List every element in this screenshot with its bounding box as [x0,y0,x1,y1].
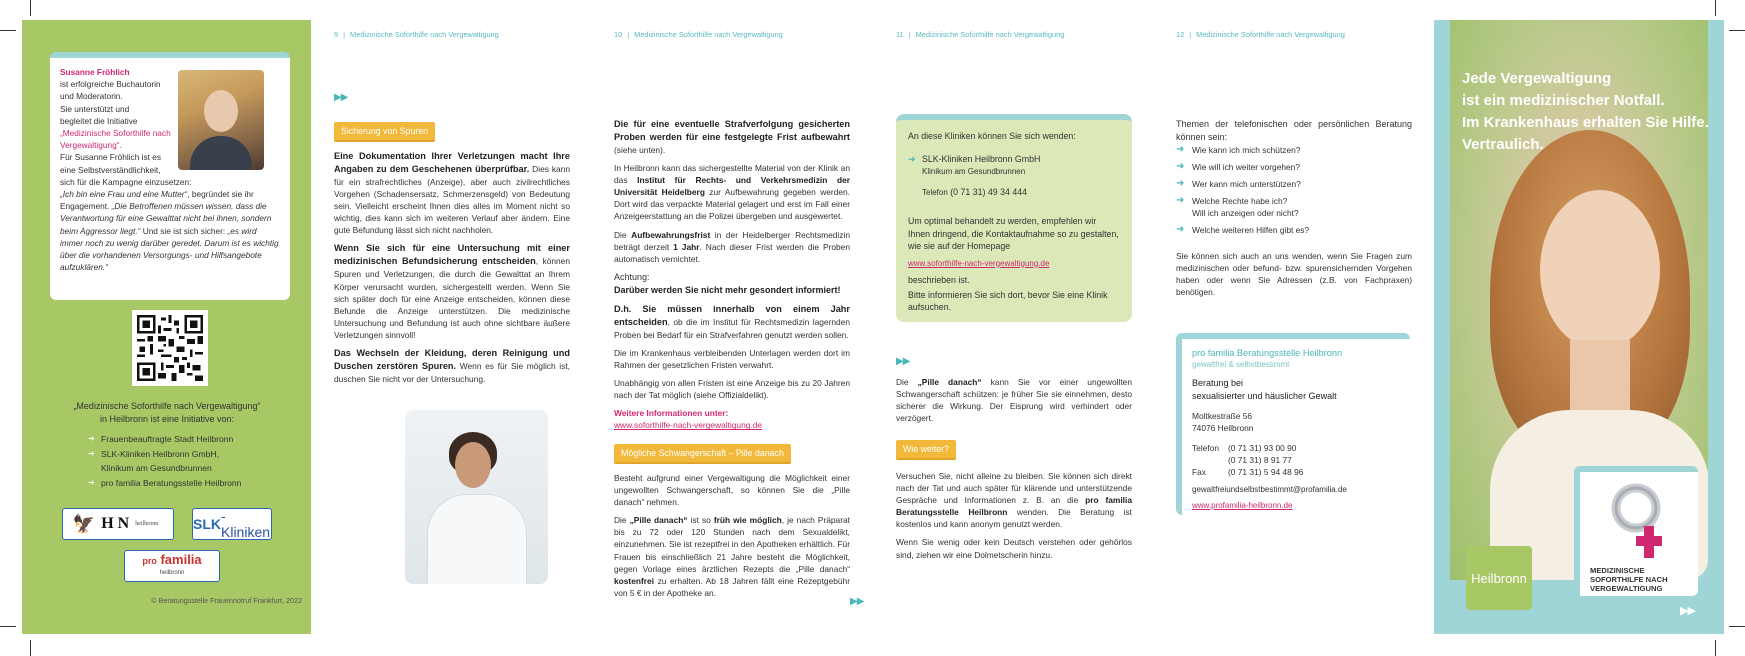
list-item-sub: Will ich anzeigen oder nicht? [1192,208,1299,218]
doctor-photo [405,410,548,584]
box-note: Bitte informieren Sie sich dort, bevor Sie eine Klinik aufsuchen. [908,289,1108,312]
crop-mark [30,0,31,16]
logo-text-line: MEDIZINISCHE [1590,566,1645,575]
box-title: pro familia Beratungsstelle Heilbronn [1192,348,1343,358]
email-address[interactable]: gewaltfreiundselbstbestimmt@profamilia.de [1192,485,1347,494]
copyright-notice: © Beratungsstelle Frauennotruf Frankfurt, 2022 [151,596,302,605]
qr-code-icon [137,315,203,381]
text-block [614,472,850,605]
running-title: Medizinische Soforthilfe nach Vergewaltigung [634,30,783,39]
bio-quote: „Ich bin eine Frau und eine Mutter“ [60,189,188,200]
bio-initiative: „Medizinische Soforthilfe nach Vergewaltigung“. [60,128,171,151]
cover-title-line: Vertraulich. [1462,136,1544,153]
double-arrow-icon: ▶▶ [896,356,910,367]
text-block [896,376,1132,430]
body-text: Dies kann für ein strafrechtliches (Anzeige), aber auch zivilrechtliches Vorgehen (Schadensersatz, Schmerzensgeld) von Bedeutung sein. Vielleicht erscheint Ihnen dies alles im Moment nicht so wichtig, dies kann sich im weiteren Verlauf aber ändern. Eine gute Befundung lässt sich nicht nachholen. [334,164,570,236]
emphasis-text: kostenfrei [614,575,655,586]
crop-mark [30,640,31,656]
logo-slk-text: SLK [193,516,221,532]
body-text: In Heilbronn kann das sichergestellte Material von der Klinik an das [614,163,850,186]
list-item-text: SLK-Kliniken Heilbronn GmbH, [101,448,219,459]
initiative-statement [42,400,292,426]
body-text: , ob die im Institut für Rechtsmedizin lagernden Proben bei Bedarf für ein Strafverfahren genutzt werden sollen. [614,316,850,340]
initiative-line: in Heilbronn ist eine Initiative von: [99,414,235,424]
cover-title-line: Im Krankenhaus erhalten Sie Hilfe. [1462,114,1709,131]
crop-mark [1729,30,1745,31]
crop-mark [1715,0,1716,16]
pro-familia-logo [124,550,220,582]
double-arrow-icon: ▶▶ [850,596,864,607]
lead-text: Wenn Sie sich für eine Untersuchung mit einer medizinischen Befundsicherung entscheiden [334,243,570,267]
logo-text-line: VERGEWALTIGUNG [1590,584,1663,593]
body-text: Wenn Sie wenig oder kein Deutsch verstehen oder gehörlos sind, ziehen wir eine Dolmetscherin hinzu. [896,537,1132,560]
clinic-entry [908,153,1120,200]
body-text: . Nach dieser Frist werden die Proben automatisch vernichtet. [614,241,850,264]
running-title: Medizinische Soforthilfe nach Vergewaltigung [915,30,1065,39]
pro-familia-contact-box [1176,333,1410,515]
emphasis-text: „Pille danach“ [917,377,982,387]
warning-text: Darüber werden Sie nicht mehr gesondert informiert! [614,284,841,295]
emphasis-text: Aufbewahrungsfrist [631,229,711,240]
box-after: beschrieben ist. [908,275,970,285]
crop-mark [0,626,16,627]
section-tag: Wie weiter? [896,440,956,460]
crop-mark [1729,626,1745,627]
lead-text: Die für eine eventuelle Strafverfolgung gesicherten Proben werden für eine festgelegte Frist aufbewahrt [614,119,850,142]
box-heading: Beratung bei [1192,378,1244,388]
bio-line: Sie unterstützt und [60,103,130,114]
body-text: Die im Krankenhaus verbleibenden Unterlagen werden dort im Rahmen der gesetzlichen Fristen verwahrt. [614,347,850,371]
body-text: Besteht aufgrund einer Vergewaltigung die Möglichkeit einer ungewollten Schwangerschaft, so können Sie die „Pille danach“ nehmen. [614,473,850,508]
bio-quote: „Die Betroffenen müssen wissen, dass die Verantwortung für eine Gewalttat nicht bei ihnen, sondern beim Aggressor liegt.“ [60,201,272,236]
bio-text: , begründet sie ihr Engagement. [60,189,254,212]
list-item: ➜ Wie kann ich mich schützen? [1176,144,1406,156]
body-text: kann Sie vor einer ungewollten Schwangerschaft schützen: je früher Sie sie einnehmen, desto sicherer die Wirkung. Der Eisprung wird verhindert oder verzögert. [896,377,1132,424]
website-link[interactable]: www.profamilia-heilbronn.de [1192,501,1293,510]
list-item [1176,195,1406,219]
lead-text: Eine Dokumentation Ihrer Verletzungen macht Ihre Angaben zu dem Geschehenen überprüfbar. [334,151,570,174]
emphasis-text: 1 Jahr [673,241,700,252]
list-item-text: Welche Rechte habe ich? [1192,196,1288,206]
clinic-phone[interactable]: (0 71 31) 49 34 444 [950,186,1028,197]
website-link[interactable]: www.soforthilfe-nach-vergewaltigung.de [614,420,763,431]
body-text: zu erhalten. Ab 18 Jahren fällt eine Rezeptgebühr von 5 € in der Apotheke an. [614,575,850,598]
box-heading: sexualisierter und häuslicher Gewalt [1192,390,1337,401]
box-intro: An diese Kliniken können Sie sich wenden: [908,131,1076,141]
bio-line: begleitet die Initiative [60,115,138,126]
running-header: 10 | Medizinische Soforthilfe nach Vergewaltigung [614,30,783,39]
cover-title-line: Jede Vergewaltigung [1462,70,1612,87]
bio-text: Und sie ist sich sicher: [140,225,226,236]
fax-label: Fax [1192,467,1206,477]
logo-hn-small: heilbronn [135,520,159,527]
more-info-label: Weitere Informationen unter: [614,408,729,419]
body-text: , je nach Präparat bis zu 72 oder 120 Stunden nach dem Sexualdelikt, einzunehmen. Sie ist rezeptfrei in den Apotheken erhältlich. Für Frauen bis einschließlich 21 Jahre besteht die Möglichkeit, gegen Vorlage eines ärztlichen Rezepts die „Pille danach“ [614,515,850,574]
slk-kliniken-logo [192,508,272,540]
body-text: ist so [687,515,714,526]
logo-pf-sub: heilbronn [159,569,185,576]
phone-number[interactable]: (0 71 31) 8 91 77 [1228,455,1292,465]
box-advice: Um optimal behandelt zu werden, empfehlen wir Ihnen dringend, die Kontaktaufnahme so zu gestalten, wie sie auf der Homepage [908,216,1119,251]
running-header: 11 | Medizinische Soforthilfe nach Vergewaltigung [896,30,1065,39]
bio-line: ist erfolgreiche Buchautorin [60,79,161,90]
warning-label: Achtung: [614,271,650,282]
logo-text-line: SOFORTHILFE NACH [1590,575,1668,584]
phone-number[interactable]: (0 71 31) 93 00 90 [1228,443,1297,453]
initiative-line: „Medizinische Soforthilfe nach Vergewaltigung“ [73,401,261,411]
body-text: Sie können sich auch an uns wenden, wenn Sie Fragen zum medizinischen oder befund- bzw. spurensichernden Vorgehen haben oder wenn Sie Adressen (z.B. von Fachpraxen) benötigen. [1176,251,1412,298]
lead-text: Das Wechseln der Kleidung, deren Reinigung und Duschen zerstören Spuren. [334,348,570,372]
list-item: ➜ Frauenbeauftragte Stadt Heilbronn [88,432,298,447]
clinic-info-box [896,114,1132,322]
body-text: wenden. Die Beratung ist kostenlos und kann anonym genutzt werden. [896,507,1133,530]
page-number: 11 [896,30,904,39]
list-item: ➜ Welche weiteren Hilfen gibt es? [1176,224,1406,236]
text-block [896,470,1132,567]
bio-line: sich für die Kampagne einzusetzen: [60,176,192,187]
counseling-topics [1176,144,1406,241]
list-item: ➜ Wie will ich weiter vorgehen? [1176,161,1406,173]
clinic-sub: Klinikum am Gesundbrunnen [922,167,1026,176]
body-text: Wenn es für Sie möglich ist, duschen Sie nicht vor der Untersuchung. [334,361,570,385]
double-arrow-icon: ▶▶ [1680,605,1695,617]
street: Moltkestraße 56 [1192,411,1253,421]
initiative-partner-list [88,432,298,490]
website-link[interactable]: www.soforthilfe-nach-vergewaltigung.de [908,258,1050,268]
bio-card [50,52,290,300]
heilbronn-logo [62,508,174,540]
logo-pf-pre: pro [142,555,157,566]
text-block [334,150,570,391]
phone-label: Telefon [1192,443,1220,453]
body-text: (siehe unten). [614,145,666,155]
fax-number: (0 71 31) 5 94 48 96 [1228,467,1304,477]
running-header: 12 | Medizinische Soforthilfe nach Vergewaltigung [1176,30,1345,39]
emphasis-text: pro familia Beratungsstelle Heilbronn [896,495,1132,518]
body-text: , können Spuren und Verletzungen, die durch die Gewalttat an Ihrem Körper verursacht wurden, sichergestellt werden. Wenn Sie sich später doch für eine Anzeige entscheiden, können diese Befunde die Anzeige unterstützen. Die medizinische Untersuchung und Befundung ist auch ohne sichtbare äußere Verletzungen sinnvoll! [334,256,570,340]
body-text: in der Heidelberger Rechtsmedizin beträgt derzeit [614,229,850,252]
crop-mark [0,30,16,31]
emphasis-text: Institut für Rechts- und Verkehrsmedizin der Universität Heidelberg [614,175,850,198]
counseling-intro: Themen der telefonischen oder persönlichen Beratung können sein: [1176,119,1412,142]
running-title: Medizinische Soforthilfe nach Vergewaltigung [1196,30,1345,39]
front-cover-panel [1434,20,1724,634]
body-text: Versuchen Sie, nicht alleine zu bleiben. Sie können sich direkt nach der Tat und auch später für klärende und unterstützende Gespräche und Informationen z. B. an die [896,471,1132,506]
text-block [614,118,850,438]
page-number: 10 [614,30,623,39]
list-item: ➜ Wer kann mich unterstützen? [1176,178,1406,190]
city-badge: Heilbronn [1466,546,1532,610]
cover-title-line: ist ein medizinischer Notfall. [1462,92,1665,109]
emphasis-text: „Pille danach“ [629,515,688,526]
bio-line: und Moderatorin. [60,91,123,102]
emphasis-text: früh wie möglich [713,515,782,526]
crop-mark [1715,640,1716,656]
back-cover-panel [22,20,311,634]
lead-text: D.h. Sie müssen innerhalb von einem Jahr entscheiden [614,303,850,327]
qr-code[interactable] [132,310,208,386]
logo-slk-rest: -Kliniken [221,508,271,540]
body-text: Die [614,229,632,240]
campaign-logo [1574,466,1698,596]
bio-quote: „es wird immer noch zu wenig darüber geredet. Darum ist es wichtig über die vorhandenen Versorgungs- und Hilfsangebote aufzuklären.“ [60,225,279,273]
running-title: Medizinische Soforthilfe nach Vergewaltigung [350,30,499,39]
running-header: 9 | Medizinische Soforthilfe nach Vergewaltigung [334,30,499,39]
cover-title [1462,68,1712,156]
list-item [88,447,298,476]
clinic-name: SLK-Kliniken Heilbronn GmbH [922,153,1041,164]
box-subtitle: gewaltfrei & selbstbestimmt [1192,360,1290,369]
clinic-phone-label: Telefon [922,187,948,197]
bio-name: Susanne Fröhlich [60,67,130,77]
body-text: Unabhängig von allen Fristen ist eine Anzeige bis zu 20 Jahren nach der Tat möglich (siehe Offizialdelikt). [614,378,850,401]
venus-symbol-icon [1610,480,1670,562]
double-arrow-icon: ▶▶ [334,92,348,103]
bio-line: Für Susanne Fröhlich ist es [60,152,161,163]
page-number: 9 [334,30,339,39]
body-text: Die [614,515,630,526]
eagle-crest-icon: 🦅 [72,513,96,534]
body-text: zur Aufbewahrung gegeben werden. Dort wird das verpackte Material gelagert und erst im Fall einer Anzeigeerstattung an die Polizei übergeben und ausgewertet. [614,187,850,222]
city: 74076 Heilbronn [1192,423,1254,433]
list-item-text: Klinikum am Gesundbrunnen [101,463,212,473]
bio-line: eine Selbstverständlichkeit, [60,164,161,175]
page-number: 12 [1176,30,1185,39]
portrait-photo [178,70,264,170]
logo-hn-text: H N [101,515,130,532]
body-text: Die [896,377,918,387]
logo-pf-main: familia [160,551,202,567]
section-tag: Sicherung von Spuren [334,122,435,142]
section-tag: Mögliche Schwangerschaft – Pille danach [614,444,791,464]
list-item: ➜ pro familia Beratungsstelle Heilbronn [88,476,298,491]
